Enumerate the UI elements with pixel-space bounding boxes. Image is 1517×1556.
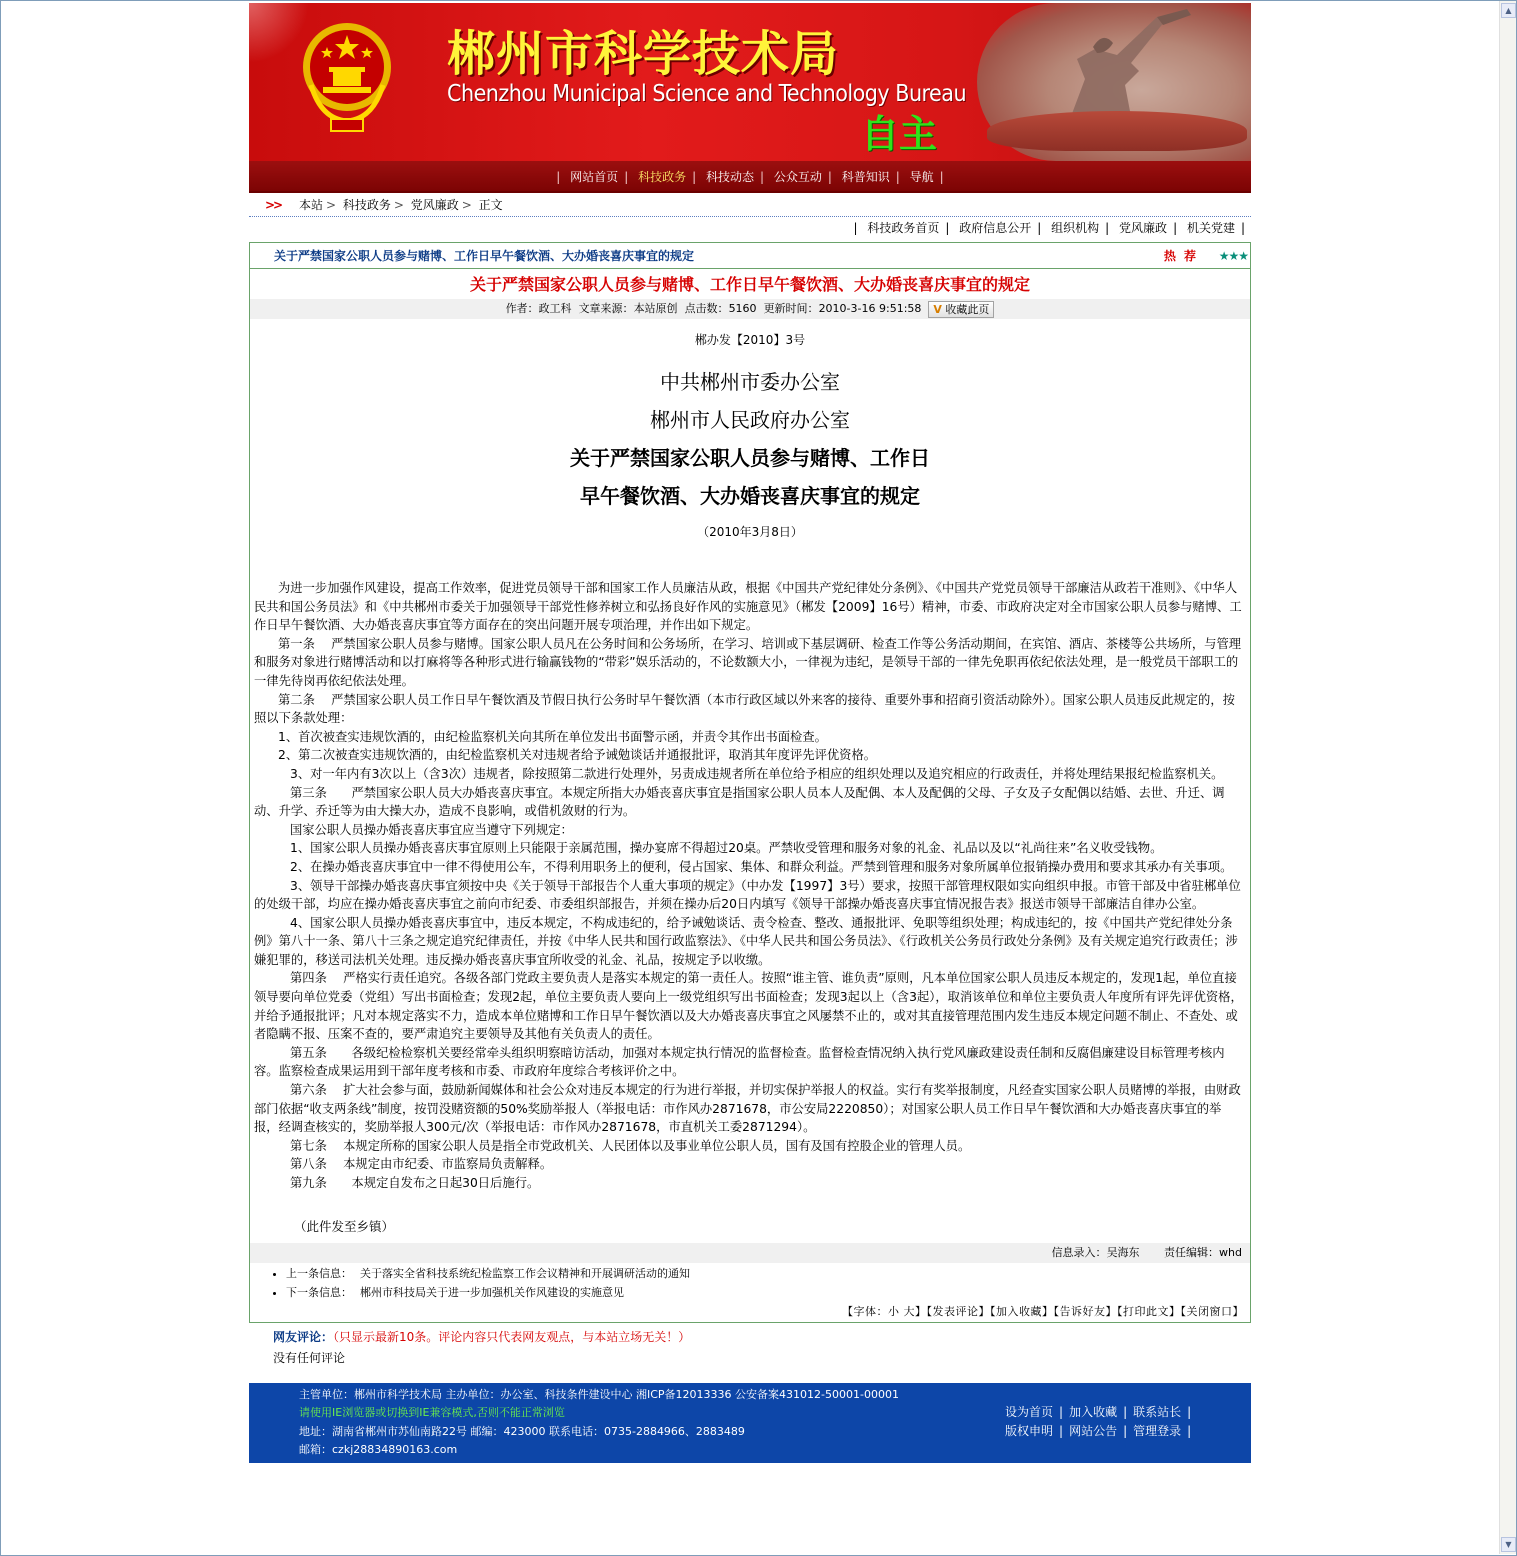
article-paragraph: 2、第二次被查实违规饮酒的，由纪检监察机关对违规者给予诫勉谈话并通报批评，取消其年度评先评优资格。	[278, 748, 877, 763]
article-body	[250, 579, 1250, 1193]
footer-sponsor-line: 主管单位：郴州市科学技术局 主办单位：办公室、科技条件建设中心 湘ICP备12013336 公安备案431012-50001-00001	[299, 1387, 899, 1401]
nav-item-sci-news[interactable]: 科技动态	[705, 170, 754, 184]
nav-separator: |	[692, 170, 697, 184]
add-favorite-link[interactable]: 加入收藏	[1069, 1404, 1118, 1419]
article-tools	[250, 1302, 1250, 1322]
comments-label: 网友评论：	[273, 1329, 334, 1344]
article-paragraph: 1、国家公职人员操办婚丧喜庆事宜原则上只能限于亲属范围，操办宴席不得超过20桌。严禁收受管理和服务对象的礼金、礼品以及以“礼尚往来”名义收受钱物。	[290, 841, 1163, 856]
print-tool[interactable]: 【打印此文】	[1117, 1304, 1181, 1318]
subnav-separator: |	[853, 221, 858, 235]
issuer-gov-office: 郴州市人民政府办公室	[650, 408, 850, 432]
next-item	[286, 1283, 1250, 1302]
add-favorite-tool[interactable]: 【加入收藏】	[990, 1304, 1054, 1318]
footer-email-line: 邮箱：czkj28834890163.com	[299, 1443, 458, 1457]
source-value: 本站原创	[633, 302, 678, 315]
double-chevron-icon: >>	[265, 198, 282, 212]
comments-note: （只显示最新10条。评论内容只代表网友观点，与本站立场无关！）	[333, 1329, 691, 1344]
article-paragraph: 1、首次被查实违规饮酒的，由纪检监察机关向其所在单位发出书面警示函，并责令其作出书面检查。	[278, 729, 827, 744]
article-paragraph: 第六条 扩大社会参与面，鼓励新闻媒体和社会公众对违反本规定的行为进行举报，并切实保护举报人的权益。实行有奖举报制度，凡经查实国家公职人员赌博的举报，由财政部门依据“收支两条线”制度，按罚没赌资额的50%奖励举报人（举报电话：市作风办2871678，市公安局2220850）；对国家公职人员工作日早午餐饮酒和大办婚丧喜庆事宜的举报，经调查核实的，奖励举报人300元/次（举报电话：市作风办2871678，市直机关工委2871294）。	[254, 1083, 1241, 1135]
updated-label: 更新时间：	[763, 302, 819, 315]
article-header-bar	[250, 243, 1250, 269]
sub-nav	[249, 217, 1251, 240]
subnav-separator: |	[1240, 221, 1245, 235]
site-banner	[249, 3, 1251, 161]
nav-separator: |	[624, 170, 629, 184]
font-size-tool[interactable]: 【字体：小 大】	[842, 1304, 927, 1318]
info-entry-row	[250, 1243, 1250, 1263]
tell-friend-tool[interactable]: 【告诉好友】	[1053, 1304, 1117, 1318]
site-footer	[249, 1383, 1251, 1463]
entry-value: 吴海东	[1106, 1245, 1140, 1259]
footer-info	[299, 1386, 899, 1460]
article-meta	[250, 299, 1250, 319]
document-title-line-2: 早午餐饮酒、大办婚丧喜庆事宜的规定	[580, 484, 920, 508]
breadcrumb-current: 正文	[478, 198, 503, 212]
footer-browser-notice: 请使用IE浏览器或切换到IE兼容模式,否则不能正常浏览	[299, 1406, 565, 1420]
comments-header	[249, 1327, 1251, 1347]
breadcrumb-sci-affairs[interactable]: 科技政务	[342, 198, 391, 212]
set-homepage-link[interactable]: 设为首页	[1005, 1404, 1054, 1419]
bookmark-page-label: 收藏此页	[945, 302, 990, 316]
nav-separator: |	[556, 170, 561, 184]
issuer-party-office: 中共郴州市委办公室	[660, 370, 840, 394]
article-paragraph: 3、领导干部操办婚丧喜庆事宜须按中央《关于领导干部报告个人重大事项的规定》（中办发【1997】3号）要求，按照干部管理权限如实向组织申报。市管干部及中省驻郴单位的处级干部，均应在操办婚丧喜庆事宜之前向市纪委、市委组织部报告，并须在操办后20日内填写《领导干部操办婚丧喜庆事宜情况报告表》报送市领导干部廉洁自律办公室。	[254, 878, 1241, 912]
document-date: （2010年3月8日）	[697, 525, 803, 539]
bookmark-icon: V	[933, 302, 942, 316]
banner-slogan: 自主	[861, 112, 938, 156]
close-window-tool[interactable]: 【关闭窗口】	[1180, 1304, 1244, 1318]
article-paragraph: 第四条 严格实行责任追究。各级各部门党政主要负责人是落实本规定的第一责任人。按照“谁主管、谁负责”原则，凡本单位国家公职人员违反本规定的，发现1起，单位直接领导要向单位党委（党组）写出书面检查；发现2起，单位主要负责人要向上一级党组织写出书面检查；发现3起以上（含3起），取消该单位和单位主要负责人年度所有评先评优资格，并给予通报批评；凡对本规定落实不力，造成本单位赌博和工作日早午餐饮酒以及大办婚丧喜庆事宜之风屡禁不止的，或对其直接管理范围内发生违反本规定问题不制止、不查处、或者隐瞒不报、压案不查的，要严肃追究主要领导及其他有关负责人的责任。	[254, 971, 1243, 1042]
bookmark-page-button[interactable]	[928, 301, 994, 318]
nav-item-sci-affairs[interactable]: 科技政务	[638, 170, 687, 184]
breadcrumb-party-conduct[interactable]: 党风廉政	[410, 198, 459, 212]
contact-admin-link[interactable]: 联系站长	[1133, 1404, 1182, 1419]
footer-address-line: 地址：湖南省郴州市苏仙南路22号 邮编：423000 联系电话：0735-2884966、2883489	[299, 1424, 745, 1438]
nav-item-navigation[interactable]: 导航	[909, 170, 934, 184]
nav-item-home[interactable]: 网站首页	[570, 170, 619, 184]
hits-label: 点击数：	[684, 302, 729, 315]
breadcrumb-separator-icon: >	[325, 198, 337, 212]
breadcrumb-separator-icon: >	[461, 198, 472, 212]
subnav-item-party-building[interactable]: 机关党建	[1186, 221, 1235, 235]
copyright-link[interactable]: 版权申明	[1005, 1423, 1054, 1438]
article-paragraph: 为进一步加强作风建设，提高工作效率，促进党员领导干部和国家工作人员廉洁从政，根据《中国共产党纪律处分条例》、《中国共产党党员领导干部廉洁从政若干准则》、《中华人民共和国公务员法》和《中共郴州市委关于加强领导干部党性修养树立和弘扬良好作风的实施意见》（郴发【2009】16号）精神，市委、市政府决定对全市国家公职人员参与赌博、工作日早午餐饮酒、大办婚丧喜庆事宜等方面存在的突出问题开展专项治理，并作出如下规定。	[254, 581, 1242, 633]
author-label: 作者：	[505, 302, 539, 315]
document-number: 郴办发【2010】3号	[694, 333, 806, 347]
article-paragraph: 第二条 严禁国家公职人员工作日早午餐饮酒及节假日执行公务时早午餐饮酒（本市行政区域以外来客的接待、重要外事和招商引资活动除外）。国家公职人员违反此规定的，按照以下条款处理：	[254, 692, 1235, 726]
breadcrumb	[249, 193, 1251, 217]
hot-recommend-badge: 热 荐	[1163, 249, 1198, 263]
admin-login-link[interactable]: 管理登录	[1133, 1423, 1182, 1438]
article-panel	[249, 242, 1251, 1323]
entry-label: 信息录入：	[1051, 1245, 1107, 1259]
footer-links-row-2: 版权申明 | 网站公告 | 管理登录 |	[999, 1422, 1191, 1441]
article-paragraph: 4、国家公职人员操办婚丧喜庆事宜中，违反本规定，不构成违纪的，给予诫勉谈话、责令检查、整改、通报批评、免职等组织处理；构成违纪的，按《中国共产党纪律处分条例》第八十一条、第八十三条之规定追究纪律责任，并按《中华人民共和国行政监察法》、《中华人民共和国公务员法》、《行政机关公务员行政处分条例》及有关规定追究行政责任；涉嫌犯罪的，移送司法机关处理。违反操办婚丧喜庆事宜所收受的礼金、礼品，按规定予以收缴。	[254, 915, 1238, 967]
source-label: 文章来源：	[578, 302, 634, 315]
prev-article-link[interactable]: 关于落实全省科技系统纪检监察工作会议精神和开展调研活动的通知	[360, 1266, 690, 1280]
subnav-separator: |	[1105, 221, 1110, 235]
breadcrumb-home[interactable]: 本站	[298, 198, 323, 212]
article-paragraph: 第九条 本规定自发布之日起30日后施行。	[290, 1176, 540, 1190]
article-paragraph: 第三条 严禁国家公职人员大办婚丧喜庆事宜。本规定所指大办婚丧喜庆事宜是指国家公职人员本人及配偶、本人及配偶的父母、子女及子女配偶以结婚、去世、升迁、调动、升学、乔迁等为由大操大办，造成不良影响，或借机敛财的行为。	[254, 785, 1225, 819]
nav-separator: |	[895, 170, 900, 184]
site-subtitle: Chenzhou Municipal Science and Technology Bureau	[447, 81, 967, 107]
article-paragraph: 第七条 本规定所称的国家公职人员是指全市党政机关、人民团体以及事业单位公职人员，国有及国有控股企业的管理人员。	[290, 1138, 971, 1153]
nav-item-public-interaction[interactable]: 公众互动	[773, 170, 822, 184]
rating-stars-icon: ★★★	[1218, 249, 1248, 263]
article-paragraph: 第一条 严禁国家公职人员参与赌博。国家公职人员凡在公务时间和公务场所，在学习、培训或下基层调研、检查工作等公务活动期间，在宾馆、酒店、茶楼等公共场所，与管理和服务对象进行赌博活动和以打麻将等各种形式进行输赢钱物的“带彩”娱乐活动的，不论数额大小，一律视为违纪，是领导干部的一律先免职再依纪依法处理，是一般党员干部职工的一律先待岗再依纪依法处理。	[254, 636, 1242, 688]
subnav-item-gov-info[interactable]: 政府信息公开	[959, 221, 1032, 235]
hits-value: 5160	[728, 302, 757, 315]
article-paragraph: 第五条 各级纪检检察机关要经常牵头组织明察暗访活动，加强对本规定执行情况的监督检查。监督检查情况纳入执行党风廉政建设责任制和反腐倡廉建设目标管理考核内容。监察检查成果运用到干部年度考核和市委、市政府年度综合考核评价之中。	[254, 1045, 1225, 1079]
nav-separator: |	[939, 170, 944, 184]
article-title: 关于严禁国家公职人员参与赌博、工作日早午餐饮酒、大办婚丧喜庆事宜的规定	[469, 275, 1030, 294]
banner-hedge	[987, 111, 1247, 151]
site-title: 郴州市科学技术局	[447, 26, 840, 82]
vertical-scrollbar[interactable]	[1499, 1, 1516, 1554]
subnav-separator: |	[1173, 221, 1178, 235]
editor-label: 责任编辑：	[1164, 1245, 1220, 1259]
article-paragraph: 国家公职人员操办婚丧喜庆事宜应当遵守下列规定：	[290, 822, 573, 837]
prev-next-list	[250, 1264, 1250, 1302]
page-container	[249, 3, 1251, 1463]
next-label: 下一条信息：	[286, 1285, 352, 1299]
footer-links	[999, 1403, 1191, 1441]
nav-separator: |	[759, 170, 765, 184]
footer-links-row-1: 设为首页 | 加入收藏 | 联系站长 |	[999, 1403, 1191, 1422]
article-paragraph: 2、在操办婚丧喜庆事宜中一律不得使用公车，不得利用职务上的便利，侵占国家、集体、和群众利益。严禁到管理和服务对象所属单位报销操办费用和要求其承办有关事项。	[290, 859, 1233, 874]
decorative-swirl	[249, 3, 309, 63]
article-header-title: 关于严禁国家公职人员参与赌博、工作日早午餐饮酒、大办婚丧喜庆事宜的规定	[274, 249, 695, 263]
next-article-link[interactable]: 郴州市科技局关于进一步加强机关作风建设的实施意见	[360, 1285, 624, 1299]
prev-item	[286, 1264, 1250, 1283]
scroll-up-arrow-icon[interactable]: ▲	[1501, 3, 1516, 18]
article-paragraph: 3、对一年内有3次以上（含3次）违规者，除按照第二款进行处理外，另责成违规者所在单位给予相应的组织处理以及追究相应的行政责任，并将处理结果报纪检监察机关。	[290, 766, 1224, 781]
breadcrumb-separator-icon: >	[393, 198, 404, 212]
subnav-item-organization[interactable]: 组织机构	[1051, 221, 1100, 235]
document-title-line-1: 关于严禁国家公职人员参与赌博、工作日	[570, 446, 930, 470]
prev-label: 上一条信息：	[286, 1266, 352, 1280]
no-comments-text: 没有任何评论	[273, 1350, 346, 1365]
subnav-item-party-conduct[interactable]: 党风廉政	[1119, 221, 1168, 235]
subnav-separator: |	[1037, 221, 1042, 235]
article-paragraph: 第八条 本规定由市纪委、市监察局负责解释。	[290, 1157, 553, 1172]
nav-item-sci-knowledge[interactable]: 科普知识	[841, 170, 890, 184]
nav-separator: |	[827, 170, 832, 184]
updated-value: 2010-3-16 9:51:58	[818, 302, 922, 315]
subnav-item-affairs-home[interactable]: 科技政务首页	[867, 221, 940, 235]
scroll-down-arrow-icon[interactable]: ▼	[1501, 1537, 1516, 1552]
editor-value: whd	[1219, 1245, 1242, 1259]
site-notice-link[interactable]: 网站公告	[1069, 1423, 1118, 1438]
author-value: 政工科	[538, 302, 572, 315]
national-emblem-icon	[301, 15, 393, 133]
post-comment-tool[interactable]: 【发表评论】	[926, 1304, 990, 1318]
subnav-separator: |	[945, 221, 950, 235]
distribution-note: （此件发至乡镇）	[294, 1218, 395, 1234]
main-nav	[249, 161, 1251, 193]
